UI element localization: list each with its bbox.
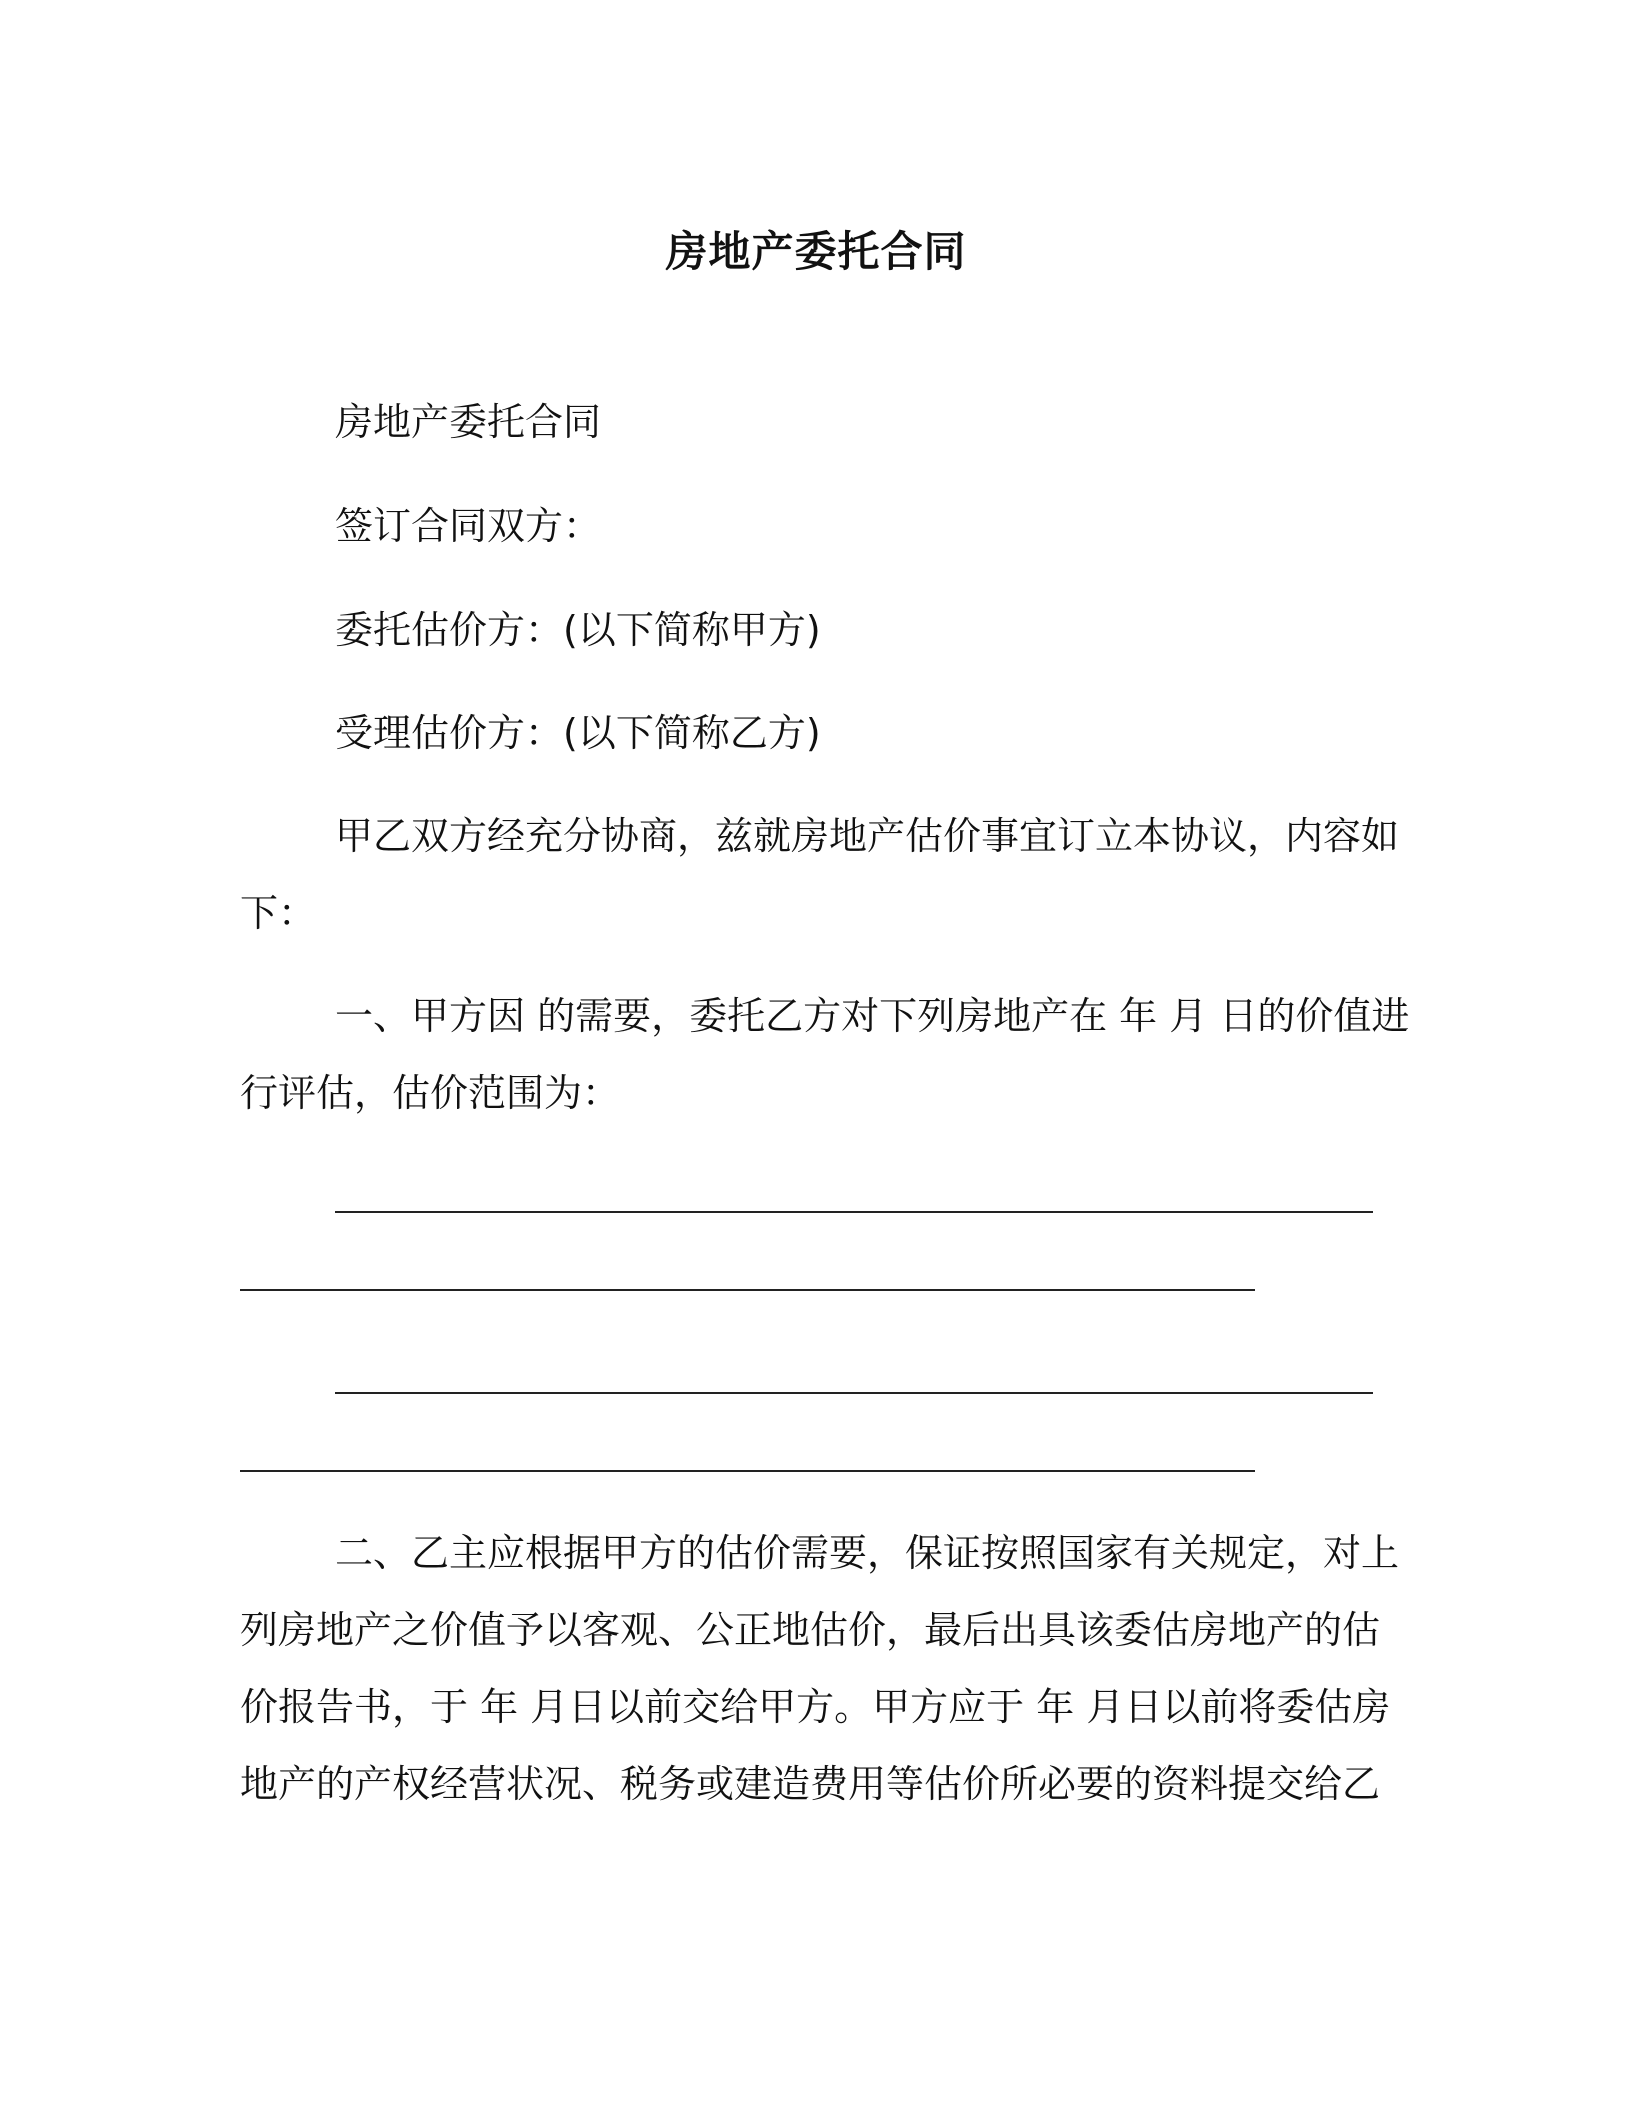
clause-1-line-2: 行评估，估价范围为：: [240, 1071, 621, 1115]
paragraph-intro-line-2: 下：: [240, 891, 317, 935]
clause-2-line-1: 二、乙主应根据甲方的估价需要，保证按照国家有关规定，对上: [335, 1531, 1400, 1575]
paragraph-heading: 房地产委托合同: [335, 400, 602, 444]
clause-1-line-1: 一、甲方因 的需要，委托乙方对下列房地产在 年 月 日的价值进: [335, 994, 1410, 1038]
paragraph-intro-line-1: 甲乙双方经充分协商，兹就房地产估价事宜订立本协议，内容如: [335, 814, 1400, 858]
blank-fill-line: [240, 1470, 1255, 1472]
clause-2-line-2: 列房地产之价值予以客观、公正地估价，最后出具该委估房地产的估: [240, 1608, 1381, 1652]
paragraph-party-b: 受理估价方：(以下简称乙方): [335, 711, 821, 755]
paragraph-party-a: 委托估价方：(以下简称甲方): [335, 608, 821, 652]
blank-fill-line: [335, 1211, 1373, 1213]
clause-2-line-4: 地产的产权经营状况、税务或建造费用等估价所必要的资料提交给乙: [240, 1762, 1381, 1806]
paragraph-parties: 签订合同双方：: [335, 504, 602, 548]
blank-fill-line: [240, 1289, 1255, 1291]
document-title: 房地产委托合同: [665, 227, 967, 276]
blank-fill-line: [335, 1392, 1373, 1394]
clause-2-line-3: 价报告书，于 年 月日以前交给甲方。甲方应于 年 月日以前将委估房: [240, 1685, 1391, 1729]
